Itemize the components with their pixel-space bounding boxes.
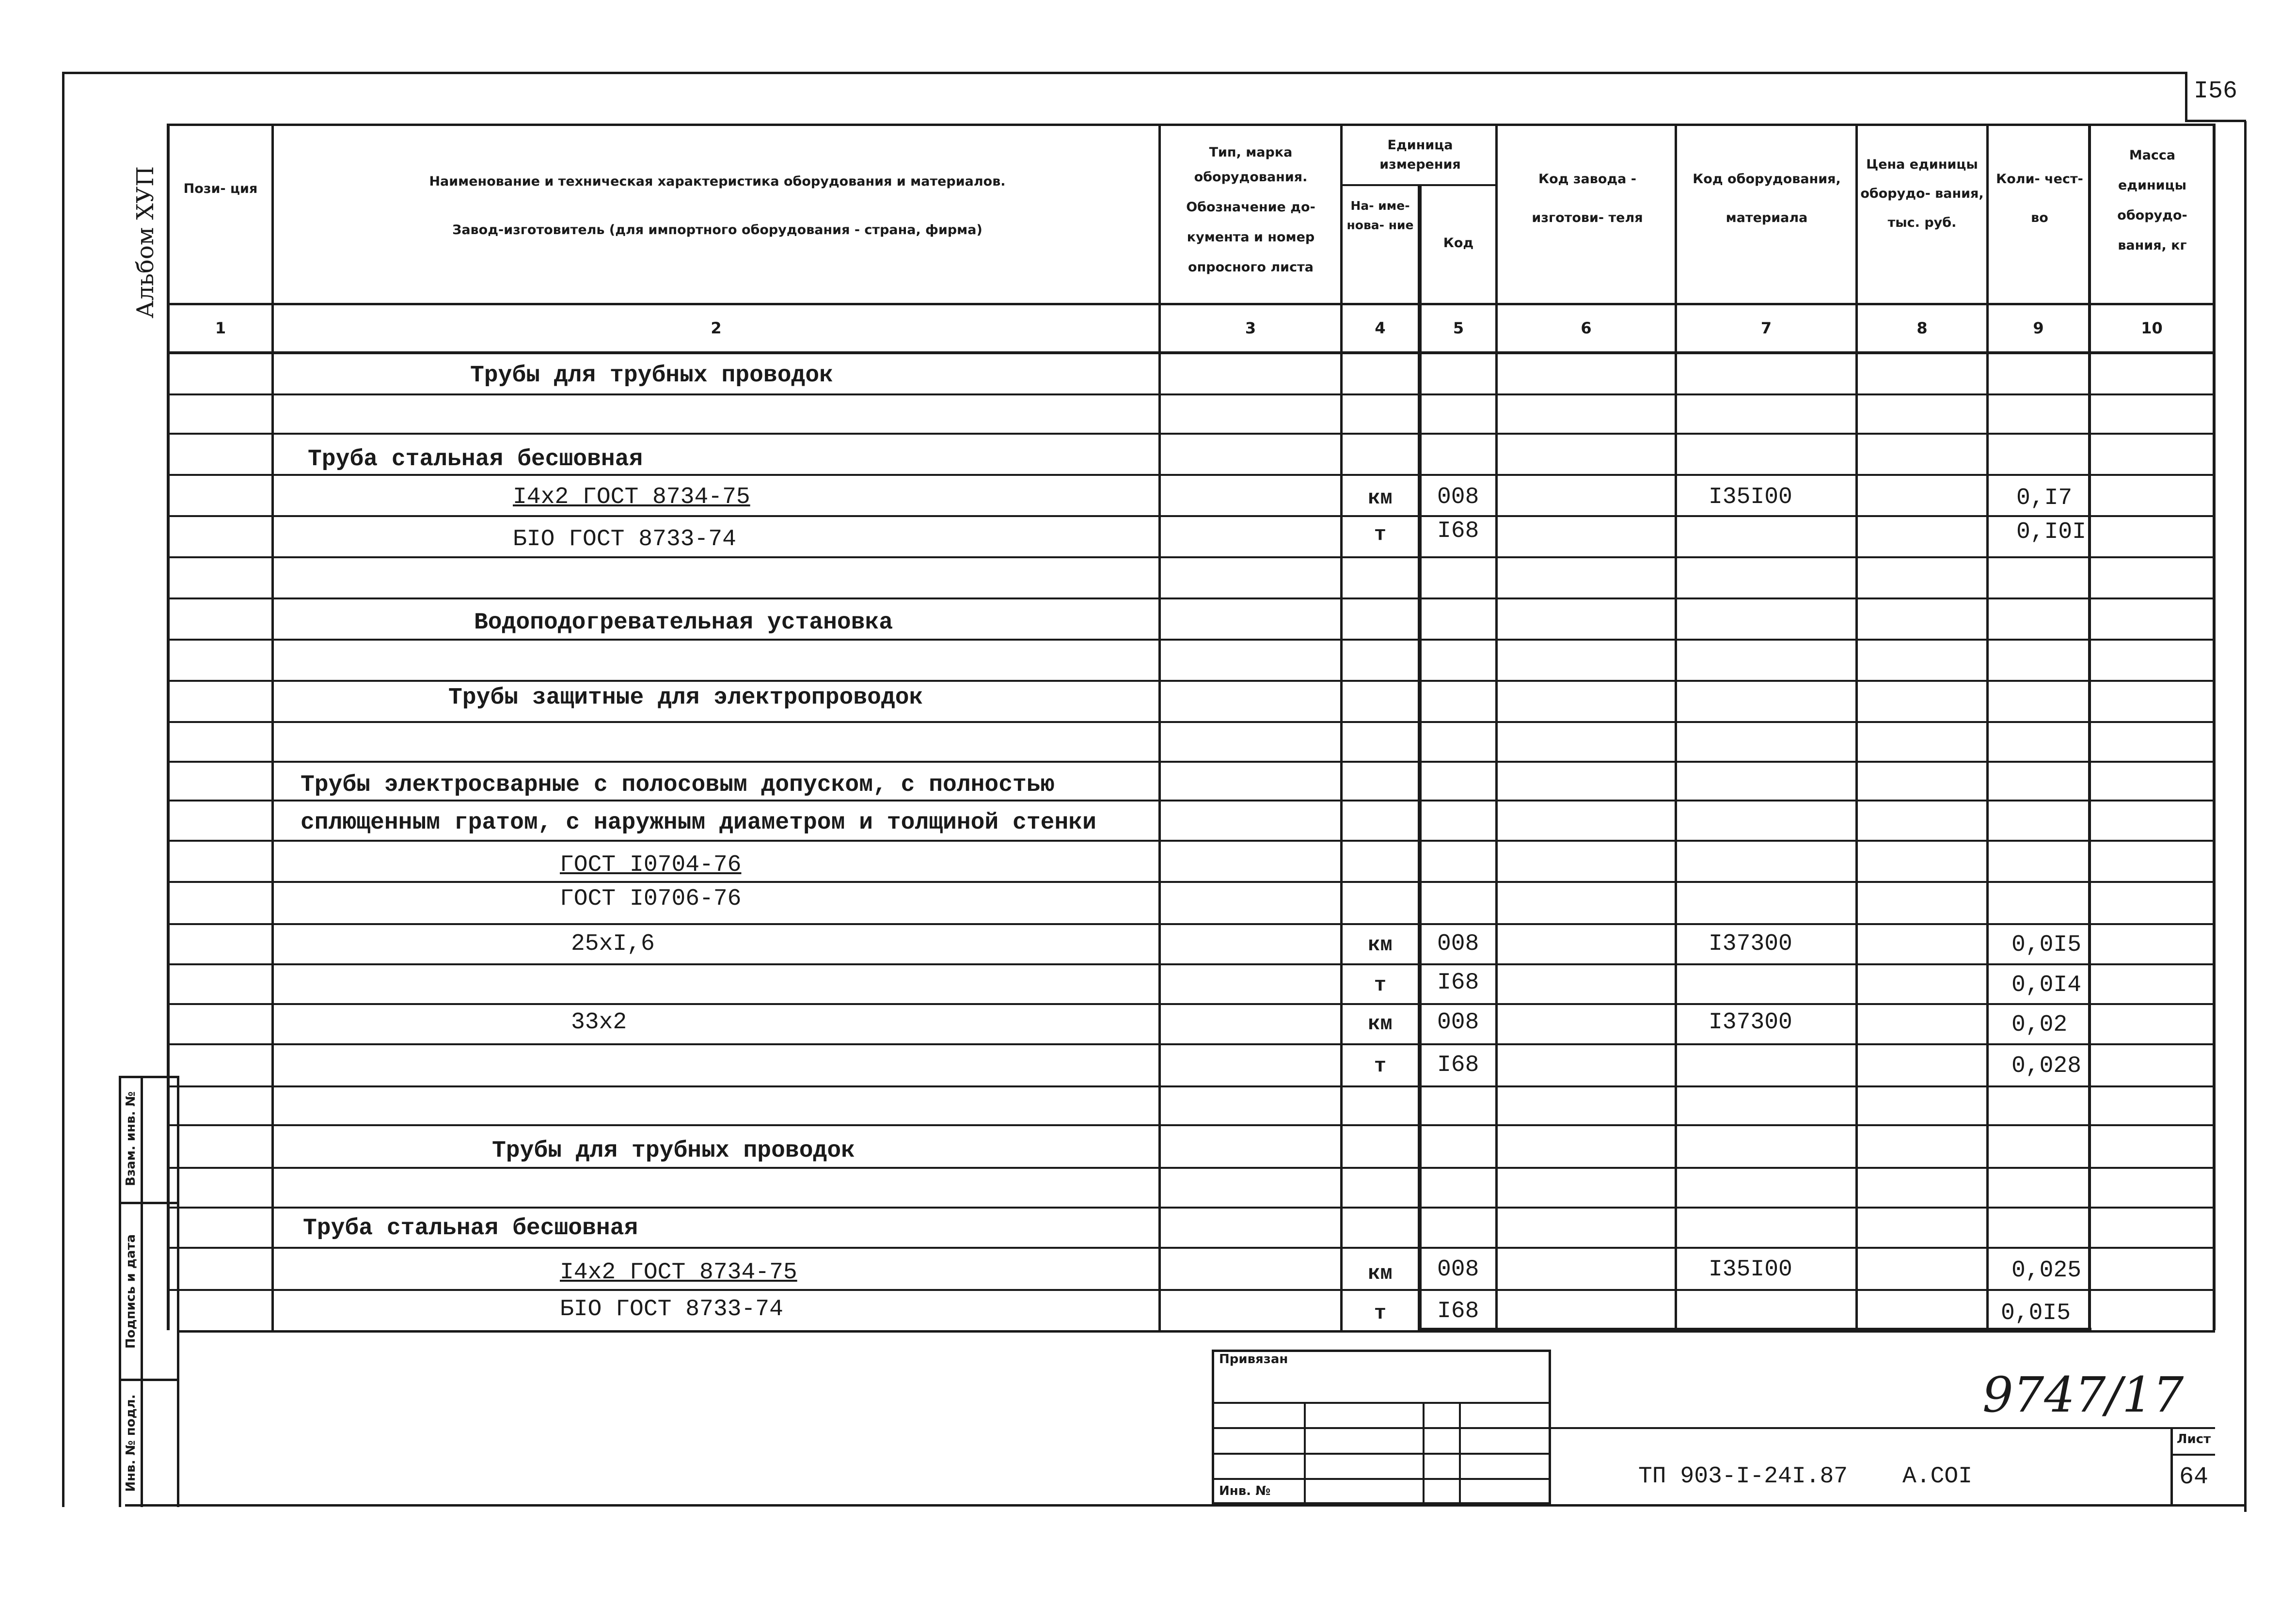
- row-separator: [170, 433, 2214, 435]
- row-24-unit: т: [1374, 1302, 1387, 1325]
- row-1-name: Трубы для трубных проводок: [470, 362, 833, 389]
- colnum-10: 10: [2141, 319, 2163, 337]
- row-5-name: БIO ГОСТ 8733-74: [513, 526, 736, 552]
- col-line-8: [1986, 124, 1989, 1330]
- header-quantity: Коли- чест- во: [1996, 172, 2083, 225]
- row-4-code: 008: [1437, 484, 1479, 510]
- header-unit-name: На- име- нова- ние: [1346, 199, 1414, 232]
- row-15-code: 008: [1437, 931, 1479, 957]
- row-separator: [170, 800, 2214, 802]
- right-border: [2244, 121, 2247, 1512]
- row-separator: [170, 881, 2214, 883]
- colnum-5: 5: [1453, 319, 1464, 337]
- row-13-name: ГОСТ I0704-76: [560, 852, 742, 878]
- row-17-name: 33x2: [571, 1009, 627, 1036]
- row-23-unit: км: [1368, 1262, 1393, 1285]
- header-name-line1: Наименование и техническая характеристика оборудования и материалов.: [429, 174, 1006, 189]
- row-24-name: БIO ГОСТ 8733-74: [560, 1296, 783, 1322]
- row-separator: [170, 556, 2214, 558]
- header-name-line2: Завод-изготовитель (для импортного оборудования - страна, фирма): [452, 222, 982, 237]
- row-separator: [170, 963, 2214, 965]
- header-price: Цена единицы оборудо- вания, тыс. руб.: [1860, 157, 1984, 230]
- row-separator: [170, 393, 2214, 395]
- row-separator: [170, 840, 2214, 842]
- side-stamp-inner: [177, 1076, 179, 1507]
- bottom-border: [125, 1504, 2246, 1507]
- row-separator: [170, 1167, 2214, 1169]
- side-stamp-div1: [119, 1202, 177, 1204]
- row-7-name: Водоподогревательная установка: [474, 610, 893, 636]
- row-16-qty: 0,0I4: [2011, 972, 2082, 998]
- unit-subheader-line: [1340, 184, 1498, 186]
- titleblock-top: [1551, 1427, 2215, 1429]
- header-type-l4: кумента и номер: [1187, 230, 1315, 245]
- row-18-code: I68: [1437, 1052, 1479, 1078]
- privyazan-col3: [1459, 1402, 1461, 1504]
- colnum-bottom: [167, 351, 2213, 354]
- row-12-name: сплющенным гратом, с наружным диаметром и толщиной стенки: [301, 810, 1096, 836]
- row-separator: [170, 639, 2214, 641]
- row-separator: [170, 923, 2214, 925]
- row-24-code: I68: [1437, 1298, 1479, 1324]
- row-separator: [170, 1124, 2214, 1126]
- row-23-name: I4x2 ГОСТ 8734-75: [560, 1259, 797, 1286]
- row-16-code: I68: [1437, 970, 1479, 996]
- header-position: Пози- ция: [183, 181, 258, 196]
- col-line-6: [1675, 124, 1677, 1330]
- row-separator: [170, 721, 2214, 723]
- list-number: 64: [2179, 1463, 2208, 1491]
- privyazan-col1: [1304, 1402, 1306, 1504]
- row-15-unit: км: [1368, 933, 1393, 957]
- col-line-9: [2088, 124, 2091, 1330]
- header-material-code: Код оборудования, материала: [1693, 172, 1841, 225]
- col-line-3: [1340, 124, 1343, 1330]
- colnum-4: 4: [1375, 319, 1386, 337]
- header-factory-code: Код завода - изготови- теля: [1532, 172, 1643, 225]
- row-15-name: 25xI,6: [571, 931, 655, 957]
- header-type-l2: оборудования.: [1194, 170, 1308, 185]
- colnum-9: 9: [2033, 319, 2044, 337]
- row-16-unit: т: [1374, 974, 1387, 997]
- header-unit-code: Код: [1443, 236, 1474, 251]
- row-18-qty: 0,028: [2011, 1053, 2082, 1079]
- side-podpis: Подпись и дата: [124, 1234, 138, 1349]
- privyazan-row2: [1212, 1427, 1551, 1429]
- privyazan-row3: [1212, 1453, 1551, 1455]
- row-24-qty: 0,0I5: [2001, 1300, 2071, 1326]
- privyazan-col2: [1423, 1402, 1425, 1504]
- row-5-code: I68: [1437, 518, 1479, 544]
- header-unit-group: Единица измерения: [1379, 138, 1461, 172]
- row-separator: [170, 680, 2214, 682]
- row-17-material: I37300: [1709, 1009, 1792, 1036]
- row-17-qty: 0,02: [2011, 1012, 2068, 1038]
- side-stamp-right: [141, 1076, 143, 1507]
- row-separator: [170, 515, 2214, 517]
- left-border: [62, 72, 64, 1507]
- row-separator: [170, 1003, 2214, 1005]
- colnum-6: 6: [1581, 319, 1592, 337]
- row-separator: [170, 761, 2214, 763]
- row-4-qty: 0,I7: [2016, 485, 2073, 511]
- top-border: [62, 72, 2185, 74]
- col-line-7: [1855, 124, 1858, 1330]
- sheet-corner-number: I56: [2193, 78, 2237, 105]
- colnum-8: 8: [1916, 319, 1928, 337]
- row-5-unit: т: [1374, 523, 1387, 546]
- colnum-3: 3: [1245, 319, 1256, 337]
- row-15-material: I37300: [1709, 931, 1792, 957]
- row-separator: [170, 1043, 2214, 1045]
- stamp-horizontal: [179, 1330, 2215, 1333]
- row-separator: [170, 1207, 2214, 1209]
- row-11-name: Трубы электросварные с полосовым допуском, с полностью: [301, 772, 1055, 798]
- row-4-name: I4x2 ГОСТ 8734-75: [513, 484, 750, 510]
- row-3-name: Труба стальная бесшовная: [308, 446, 643, 472]
- row-23-code: 008: [1437, 1257, 1479, 1283]
- row-separator: [170, 1085, 2214, 1087]
- row-17-unit: км: [1368, 1012, 1393, 1036]
- row-4-material: I35I00: [1709, 484, 1792, 510]
- col-line-2: [1158, 124, 1161, 1330]
- list-box-left: [2170, 1427, 2173, 1505]
- header-mass: Масса единицы оборудо- вания, кг: [2117, 148, 2187, 253]
- list-box-divider: [2170, 1454, 2215, 1456]
- row-18-unit: т: [1374, 1054, 1387, 1078]
- col-line-4: [1418, 184, 1422, 1330]
- row-15-qty: 0,0I5: [2011, 932, 2082, 958]
- privyazan-row1: [1212, 1402, 1551, 1404]
- row-5-qty: 0,I0I: [2016, 519, 2087, 545]
- list-label: Лист: [2176, 1432, 2211, 1446]
- row-4-unit: км: [1368, 487, 1393, 510]
- doc-code: ТП 903-I-24I.87: [1638, 1463, 1848, 1490]
- privyazan-row4: [1212, 1478, 1551, 1480]
- doc-suffix: А.СОI: [1902, 1463, 1973, 1490]
- colnum-2: 2: [711, 319, 722, 337]
- row-separator: [170, 1247, 2214, 1249]
- privyazan-title: Привязан: [1219, 1352, 1288, 1367]
- header-type: [1162, 143, 1339, 283]
- header-type-l1: Тип, марка: [1209, 145, 1293, 160]
- side-vzam: Взам. инв. №: [124, 1091, 138, 1186]
- album-label: Альбом ХУП: [132, 166, 159, 319]
- header-type-l3: Обозначение до-: [1186, 200, 1315, 215]
- row-20-name: Трубы для трубных проводок: [492, 1138, 855, 1164]
- privyazan-inv: Инв. №: [1219, 1484, 1271, 1498]
- row-14-name: ГОСТ I0706-76: [560, 886, 742, 912]
- colnum-7: 7: [1760, 319, 1772, 337]
- col-line-1: [271, 124, 274, 1330]
- col-line-5: [1495, 124, 1498, 1330]
- header-bottom: [167, 303, 2213, 305]
- row-23-qty: 0,025: [2011, 1257, 2082, 1284]
- row-separator: [170, 1289, 2214, 1291]
- row-separator: [170, 597, 2214, 599]
- row-22-name: Труба стальная бесшовная: [303, 1215, 638, 1242]
- header-type-l5: опросного листа: [1188, 260, 1314, 275]
- table-top: [167, 124, 2213, 126]
- row-17-code: 008: [1437, 1009, 1479, 1036]
- row-23-material: I35I00: [1709, 1257, 1792, 1283]
- side-inv-podl: Инв. № подл.: [124, 1394, 138, 1492]
- row-9-name: Трубы защитные для электропроводок: [448, 685, 923, 711]
- row-separator: [170, 474, 2214, 476]
- handwritten-number: 9747/17: [1982, 1367, 2184, 1423]
- colnum-1: 1: [215, 319, 226, 337]
